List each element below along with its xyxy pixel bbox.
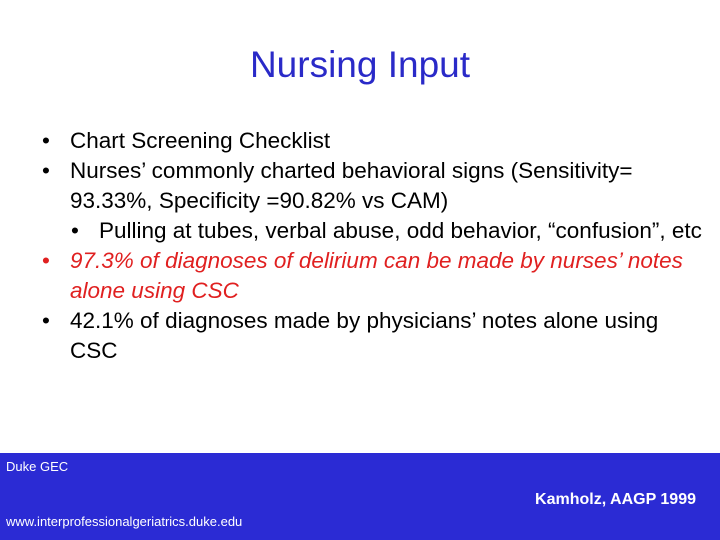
footer-org: Duke GEC <box>6 459 69 474</box>
bullet-item <box>42 306 702 366</box>
bullet-marker: • <box>42 308 50 333</box>
slide-title: Nursing Input <box>249 44 471 85</box>
bullet-marker: • <box>42 248 50 273</box>
footer-citation: Kamholz, AAGP 1999 <box>535 491 696 508</box>
bullet-text: Pulling at tubes, verbal abuse, odd behavior, “confusion”, etc <box>99 218 702 243</box>
bullet-marker: • <box>42 158 50 183</box>
bullet-text: Chart Screening Checklist <box>70 128 331 153</box>
bullet-list <box>42 126 702 366</box>
bullet-item <box>42 156 702 216</box>
bullet-marker: • <box>42 128 50 153</box>
bullet-text: Nurses’ commonly charted behavioral signs (Sensitivity= 93.33%, Specificity =90.82% vs CAM) <box>70 158 633 213</box>
highlight-bullet-item <box>42 246 702 306</box>
bullet-marker: • <box>71 218 79 243</box>
sub-bullet-item <box>42 216 702 246</box>
bullet-text: 42.1% of diagnoses made by physicians’ notes alone using CSC <box>70 308 659 363</box>
bullet-text: 97.3% of diagnoses of delirium can be made by nurses’ notes alone using CSC <box>70 248 683 303</box>
footer-url: www.interprofessionalgeriatrics.duke.edu <box>6 514 243 529</box>
bullet-item <box>42 126 702 156</box>
footer-bar <box>0 453 720 540</box>
